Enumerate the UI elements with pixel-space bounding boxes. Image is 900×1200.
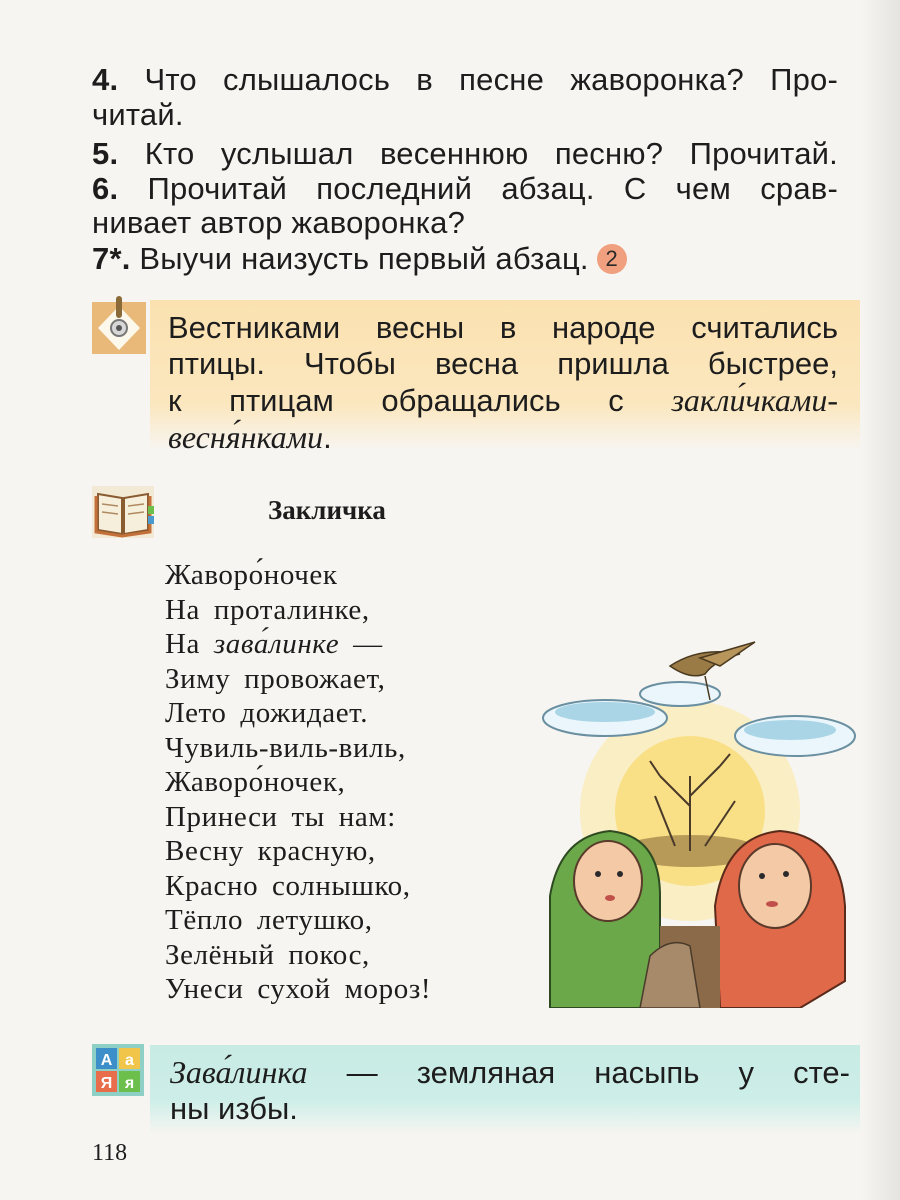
svg-text:Я: Я bbox=[100, 1075, 113, 1092]
svg-text:а: а bbox=[125, 1052, 134, 1069]
question-6: 6. Прочитай последний абзац. С чем срав- bbox=[92, 171, 838, 206]
info-line-3: к птицам обращались с закли́чками- bbox=[168, 382, 838, 418]
poem-line: Принеси ты нам: bbox=[165, 800, 396, 833]
illustration-girls-and-lark bbox=[540, 636, 860, 1008]
poem-line: Жаворо́ночек, bbox=[165, 766, 346, 798]
pin-icon bbox=[92, 296, 146, 354]
info-line-1: Вестниками весны в народе считались bbox=[168, 310, 838, 345]
poem-line: Унеси сухой мороз! bbox=[165, 973, 432, 1005]
poem-title: Закличка bbox=[268, 495, 386, 525]
page-number: 118 bbox=[92, 1140, 128, 1166]
poem-line: Чувиль-виль-виль, bbox=[165, 731, 406, 764]
dictionary-icon bbox=[92, 1044, 144, 1096]
info-text bbox=[168, 310, 838, 456]
poem-line: Зиму провожает, bbox=[165, 662, 386, 695]
question-7: 7*. Выучи наизусть первый абзац. 2 bbox=[92, 242, 627, 276]
poem-line: Зелёный покос, bbox=[165, 938, 370, 971]
vocab-text bbox=[170, 1054, 850, 1127]
info-line-4: весня́нками. bbox=[168, 419, 332, 455]
poem bbox=[165, 558, 431, 1007]
poem-line: На зава́линке — bbox=[165, 628, 383, 660]
vocab-line-2: ны избы. bbox=[170, 1091, 298, 1126]
vocab-line-1: Зава́линка — земляная насыпь у сте- bbox=[170, 1054, 850, 1090]
svg-text:А: А bbox=[100, 1052, 113, 1069]
poem-line: На проталинке, bbox=[165, 593, 370, 626]
question-5: 5. Кто услышал весеннюю песню? Прочитай. bbox=[92, 136, 838, 171]
question-6-cont: нивает автор жаворонка? bbox=[92, 205, 466, 240]
question-4-cont: читай. bbox=[92, 97, 184, 132]
question-4: 4. Что слышалось в песне жаворонка? Про- bbox=[92, 62, 838, 97]
poem-line: Тёпло летушко, bbox=[165, 904, 373, 936]
poem-line: Лето дожидает. bbox=[165, 697, 369, 729]
difficulty-badge: 2 bbox=[597, 244, 627, 274]
info-line-2: птицы. Чтобы весна пришла быстрее, bbox=[168, 346, 838, 381]
poem-line: Жаворо́ночек bbox=[165, 559, 338, 591]
page-edge-shade bbox=[860, 0, 900, 1200]
poem-line: Красно солнышко, bbox=[165, 869, 411, 902]
svg-text:я: я bbox=[124, 1075, 135, 1092]
book-icon bbox=[92, 486, 154, 538]
poem-line: Весну красную, bbox=[165, 835, 376, 867]
